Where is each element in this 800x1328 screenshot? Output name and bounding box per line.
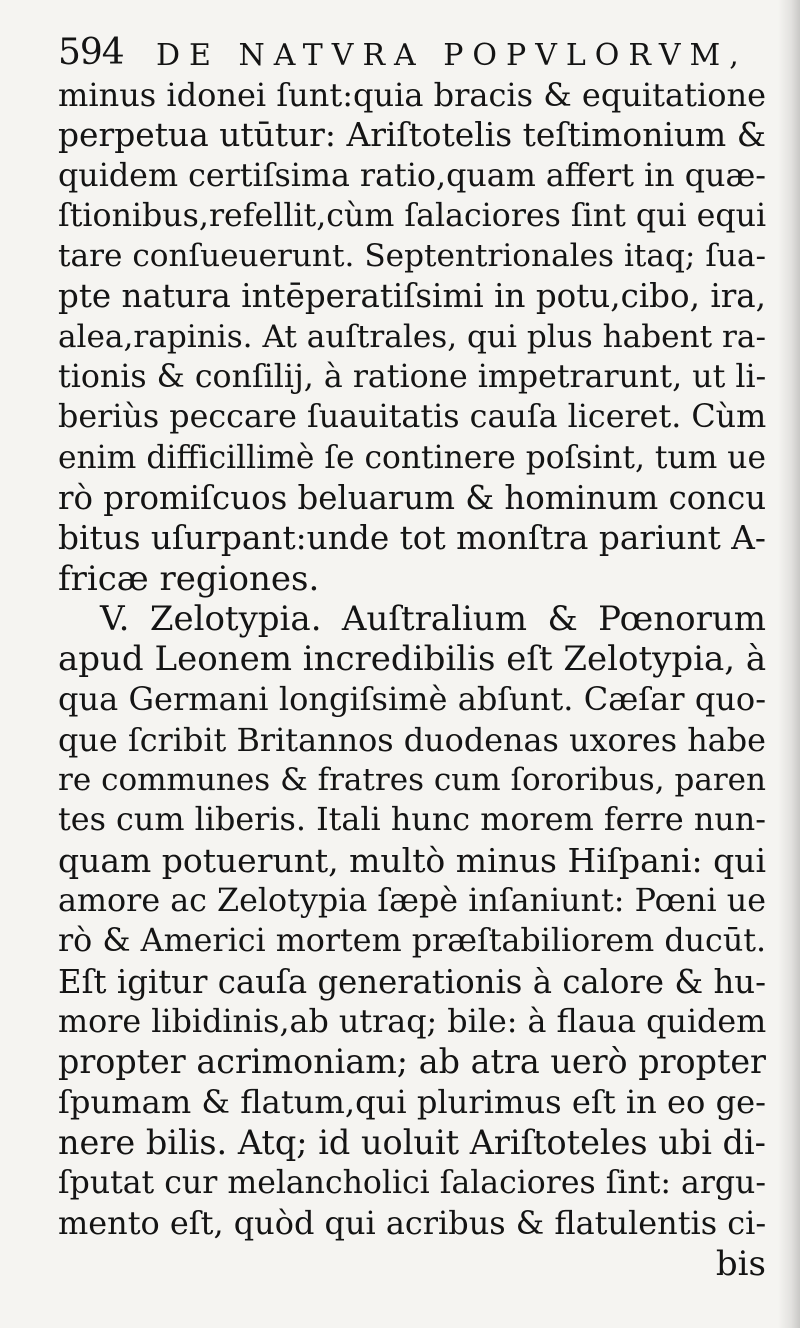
body-text (58, 75, 766, 1284)
text-line: ſtionibus,refellit,cùm ſalaciores ſint qui equi (58, 197, 766, 234)
text-line: ſpumam & flatum,qui plurimus eſt in eo ge- (58, 1083, 766, 1122)
text-line: minus idonei ſunt:quia bracis & equitatione (58, 76, 766, 114)
text-line: re communes & fratres cum ſororibus, paren (58, 762, 766, 799)
text-line: propter acrimoniam; ab atra uerò propter (58, 1042, 766, 1082)
text-line: ſputat cur melancholici ſalaciores ſint: argu- (58, 1165, 766, 1202)
text-line: alea,rapinis. At auſtrales, qui plus habent ra- (58, 318, 766, 355)
section-heading-line: V. Zelotypia. Auſtralium & Pœnorum (100, 598, 766, 639)
text-line: fricæ regiones. (58, 558, 320, 599)
text-line: beriùs peccare ſuauitatis cauſa liceret. Cùm (58, 399, 766, 436)
text-line: rò & Americi mortem præſtabiliorem ducūt. (58, 923, 766, 960)
text-line: quam potuerunt, multò minus Hiſpani: qui (58, 840, 766, 880)
catchword: bis (715, 1243, 766, 1284)
text-line: bitus uſurpant:unde tot monſtra pariunt A- (58, 519, 766, 558)
text-line: rò promiſcuos beluarum & hominum concu (58, 478, 766, 517)
running-head: DE NATVRA POPVLORVM, (156, 38, 748, 73)
text-line: Eſt igitur cauſa generationis à calore & hu- (58, 962, 766, 1001)
text-line: pte natura intēperatiſsimi in potu,cibo, ira, (58, 277, 766, 316)
page-gutter-shadow (778, 0, 800, 1328)
text-line: quidem certiſsima ratio,quam affert in quæ- (58, 157, 766, 194)
text-line: mento eſt, quòd qui acribus & flatulentis ci- (58, 1204, 766, 1243)
text-line: tionis & conſilij, à ratione impetrarunt, ut li- (58, 359, 766, 396)
text-line: nere bilis. Atq; id uoluit Ariſtoteles ubi di- (58, 1122, 766, 1162)
text-line: perpetua utūtur: Ariſtotelis teſtimonium & (58, 115, 766, 155)
text-line: qua Germani longiſsimè abſunt. Cæſar quo- (58, 680, 766, 719)
text-line: more libidinis,ab utraq; bile: à flaua quidem (58, 1003, 766, 1040)
text-line: tes cum liberis. Itali hunc morem ferre nun- (58, 801, 766, 839)
text-line: tare conſueuerunt. Septentrionales itaq; ſua- (58, 238, 766, 275)
page-number: 594 (58, 32, 124, 73)
text-line: apud Leonem incredibilis eſt Zelotypia, à (58, 639, 766, 680)
text-line: que ſcribit Britannos duodenas uxores habe (58, 720, 766, 759)
text-line: amore ac Zelotypia ſæpè inſaniunt: Pœni ue (58, 882, 766, 919)
text-line: enim difficillimè ſe continere poſsint, tum ue (58, 439, 766, 476)
